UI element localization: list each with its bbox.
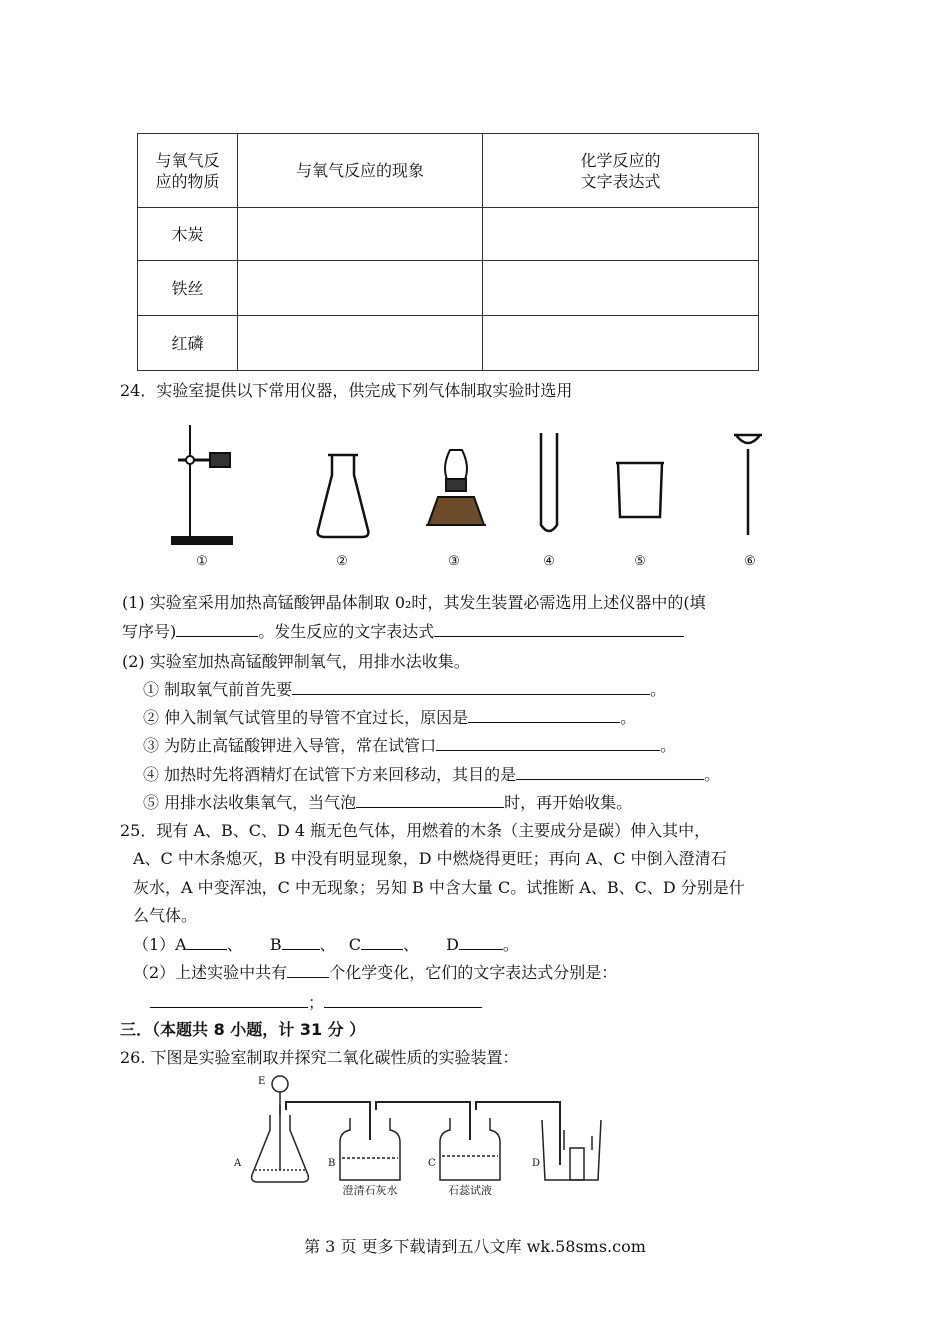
answer-blank[interactable] bbox=[292, 678, 650, 695]
apparatus-figure bbox=[150, 415, 800, 575]
q25-line3: 灰水，A 中变浑浊，C 中无现象；另知 B 中含大量 C。试推断 A、B、C、D 分别是什 bbox=[133, 878, 745, 897]
answer-blank[interactable] bbox=[150, 991, 308, 1008]
label-a: A bbox=[234, 1158, 242, 1169]
label-c: C bbox=[428, 1158, 436, 1169]
q25-part1: （1）A 、 B 、 C 、 D 。 bbox=[133, 935, 519, 954]
iron-stand-icon bbox=[172, 425, 232, 544]
table-row-charcoal: 木炭 bbox=[138, 208, 238, 261]
q24-part2: (2) 实验室加热高锰酸钾制氧气，用排水法收集。 bbox=[122, 652, 470, 671]
answer-blank-c[interactable] bbox=[361, 933, 403, 950]
q24-stem: 24．实验室提供以下常用仪器，供完成下列气体制取实验时选用 bbox=[120, 381, 573, 400]
q25-part2: （2）上述实验中共有 个化学变化，它们的文字表达式分别是： bbox=[133, 963, 618, 982]
apparatus-label-3: ③ bbox=[448, 554, 460, 569]
answer-blank[interactable] bbox=[324, 991, 482, 1008]
flask-a-icon bbox=[252, 1105, 309, 1182]
q25-line1: 25．现有 A、B、C、D 4 瓶无色气体，用燃着的木条（主要成分是碳）伸入其中， bbox=[120, 821, 711, 840]
table-cell-empty[interactable] bbox=[483, 316, 759, 371]
table-cell-empty[interactable] bbox=[238, 316, 483, 371]
q24-step1: ① 制取氧气前首先要 。 bbox=[143, 680, 667, 699]
label-d: D bbox=[532, 1158, 541, 1169]
answer-blank[interactable] bbox=[287, 961, 329, 978]
answer-blank[interactable] bbox=[434, 620, 684, 637]
label-e: E bbox=[258, 1076, 266, 1087]
table-cell-empty[interactable] bbox=[483, 261, 759, 316]
long-neck-funnel-icon bbox=[734, 435, 762, 535]
apparatus-label-1: ① bbox=[196, 554, 208, 569]
test-tube-icon bbox=[541, 433, 557, 531]
page-footer: 第 3 页 更多下载请到五八文库 wk.58sms.com bbox=[304, 1237, 646, 1256]
conical-flask-icon bbox=[318, 455, 369, 537]
answer-blank[interactable] bbox=[468, 706, 620, 723]
q24-step5: ⑤ 用排水法收集氧气，当气泡 时，再开始收集。 bbox=[143, 793, 633, 812]
q25-line4: 么气体。 bbox=[133, 906, 198, 925]
alcohol-lamp-icon bbox=[426, 450, 486, 525]
table-row-red-phosphorus: 红磷 bbox=[138, 316, 238, 371]
q26-stem: 26. 下图是实验室制取并探究二氧化碳性质的实验装置： bbox=[120, 1048, 519, 1067]
apparatus-label-2: ② bbox=[336, 554, 348, 569]
q24-part1-line1: (1) 实验室采用加热高锰酸钾晶体制取 0₂时，其发生装置必需选用上述仪器中的(填 bbox=[122, 593, 706, 612]
answer-blank[interactable] bbox=[436, 734, 660, 751]
q24-step2: ② 伸入制氧气试管里的导管不宜过长，原因是 。 bbox=[143, 708, 637, 727]
answer-blank[interactable] bbox=[176, 620, 258, 637]
table-cell-empty[interactable] bbox=[483, 208, 759, 261]
answer-blank-b[interactable] bbox=[282, 933, 320, 950]
table-header-equation: 化学反应的 文字表达式 bbox=[483, 134, 759, 208]
answer-blank-d[interactable] bbox=[459, 933, 503, 950]
q24-step3: ③ 为防止高锰酸钾进入导管，常在试管口 。 bbox=[143, 736, 677, 755]
beaker-icon bbox=[616, 463, 664, 517]
table-cell-empty[interactable] bbox=[238, 208, 483, 261]
table-cell-empty[interactable] bbox=[238, 261, 483, 316]
apparatus-label-5: ⑤ bbox=[634, 554, 646, 569]
table-header-substance: 与氧气反 应的物质 bbox=[138, 134, 238, 208]
connecting-tubes-icon bbox=[286, 1102, 560, 1165]
caption-litmus: 石蕊试液 bbox=[448, 1184, 492, 1197]
co2-apparatus-figure bbox=[230, 1070, 620, 1200]
caption-limewater: 澄清石灰水 bbox=[342, 1184, 398, 1197]
answer-blank[interactable] bbox=[356, 791, 504, 808]
table-header-phenomenon: 与氧气反应的现象 bbox=[238, 134, 483, 208]
section-heading: 三．（本题共 8 小题，计 31 分 ） bbox=[120, 1020, 366, 1039]
q25-line2: A、C 中木条熄灭，B 中没有明显现象，D 中燃烧得更旺；再向 A、C 中倒入澄清石 bbox=[133, 849, 727, 868]
apparatus-label-4: ④ bbox=[543, 554, 555, 569]
reaction-table bbox=[137, 133, 759, 371]
q25-equation-blanks: ； bbox=[150, 990, 482, 1013]
label-b: B bbox=[328, 1158, 336, 1169]
answer-blank[interactable] bbox=[516, 763, 704, 780]
apparatus-label-6: ⑥ bbox=[744, 554, 756, 569]
answer-blank-a[interactable] bbox=[187, 933, 227, 950]
q24-part1-line2: 写序号) 。发生反应的文字表达式 bbox=[122, 619, 684, 642]
q24-step4: ④ 加热时先将酒精灯在试管下方来回移动，其目的是 。 bbox=[143, 765, 721, 784]
table-row-iron-wire: 铁丝 bbox=[138, 261, 238, 316]
beaker-d-icon bbox=[542, 1120, 601, 1180]
